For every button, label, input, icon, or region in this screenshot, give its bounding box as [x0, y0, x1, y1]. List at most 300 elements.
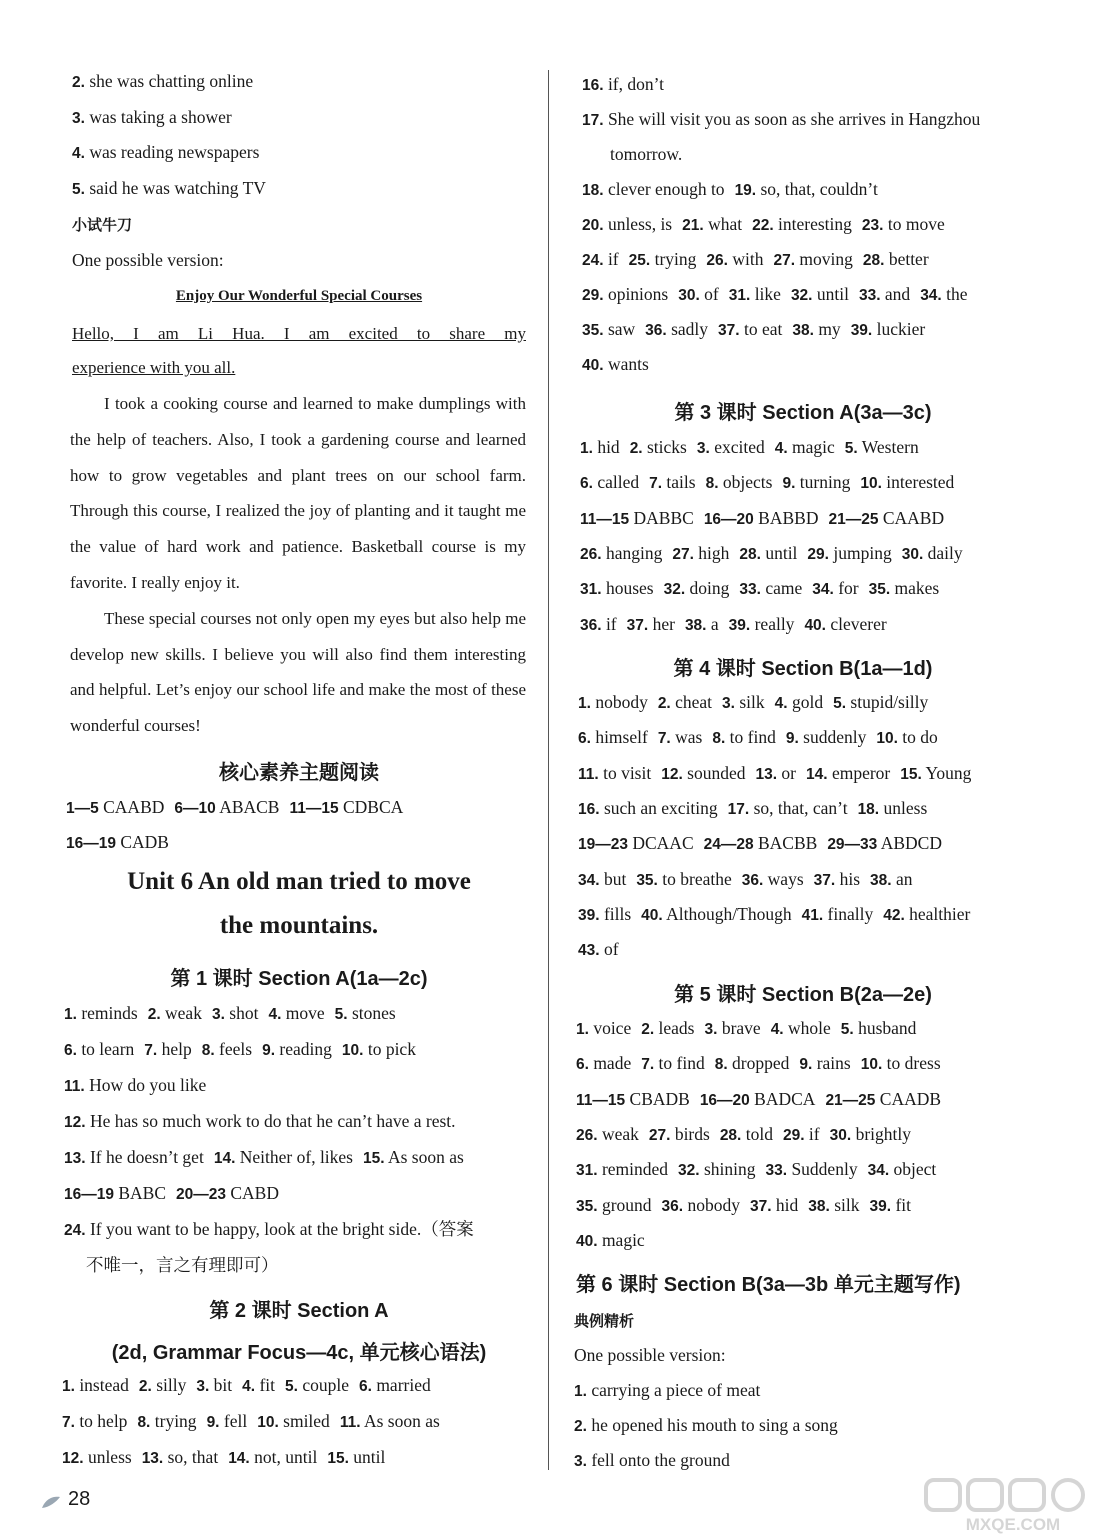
answer-number: 5.	[833, 695, 847, 712]
answer-number: 7.	[144, 1042, 158, 1059]
answer-item	[289, 797, 403, 817]
answer-text: not, until	[254, 1447, 318, 1467]
lesson1-heading: 第 1 课时 Section A(1a—2c)	[170, 968, 428, 990]
answer-text: silly	[156, 1375, 187, 1395]
answer-number: 40.	[576, 1232, 598, 1250]
answer-text: if	[808, 1123, 820, 1144]
essay-intro-line-1	[72, 323, 526, 345]
answer-text: CABD	[230, 1183, 279, 1203]
answer-line	[62, 1410, 440, 1434]
answer-item	[576, 1089, 690, 1109]
answer-number: 35.	[868, 581, 891, 599]
answer-text: couple	[302, 1375, 349, 1395]
answer-item	[139, 1375, 186, 1395]
answer-item	[808, 1195, 859, 1215]
answer-number: 32.	[678, 1162, 700, 1180]
answer-text: healthier	[909, 903, 971, 924]
answer-item	[148, 1003, 202, 1023]
answer-number: 16—20	[699, 1091, 750, 1109]
answer-number: 38.	[792, 322, 814, 339]
answer-number: 34.	[920, 287, 942, 304]
answer-text: trying	[654, 249, 697, 269]
essay-body	[70, 386, 526, 744]
answer-line	[576, 1123, 911, 1147]
answer-line	[580, 436, 919, 460]
answer-text: jumping	[833, 542, 892, 563]
answer-item	[62, 1411, 127, 1431]
answer-number: 14.	[228, 1450, 250, 1467]
answer-text: Neither of, likes	[239, 1147, 353, 1167]
dianli-label: 典例精析	[574, 1312, 635, 1330]
answer-number: 33.	[739, 581, 761, 599]
answer-item	[64, 1183, 166, 1203]
answer-number: 15.	[327, 1450, 349, 1467]
answer-number: 41.	[801, 906, 824, 924]
answer-item	[704, 833, 818, 853]
answer-item	[792, 319, 840, 339]
answer-number: 1—5	[66, 800, 99, 817]
answer-item	[64, 1147, 204, 1167]
answer-text: instead	[79, 1375, 129, 1395]
answer-number: 2.	[138, 1378, 152, 1395]
answer-number: 1.	[576, 1021, 589, 1038]
answer-number: 11.	[578, 765, 599, 783]
answer-number: 37.	[626, 616, 649, 634]
answer-item	[174, 797, 279, 817]
answer-text: an	[895, 868, 913, 889]
answer-number: 2.	[641, 1021, 655, 1038]
answer-text: until	[353, 1447, 386, 1467]
answer-line	[580, 471, 954, 495]
answer-text: BABC	[118, 1183, 167, 1203]
answer-item	[137, 1411, 196, 1431]
answer-number: 6.	[578, 730, 591, 748]
answer-item	[578, 763, 651, 783]
answer-text: cleverer	[830, 613, 887, 634]
answer-line	[580, 542, 963, 566]
answer-item	[627, 614, 675, 634]
lesson3-heading: 第 3 课时 Section A(3a—3c)	[674, 402, 932, 424]
answer-line	[578, 726, 938, 750]
answer-text: fills	[603, 903, 632, 924]
answer-item	[812, 578, 858, 598]
answer-text: hid	[597, 437, 620, 457]
answer-item	[833, 692, 928, 712]
answer-text: so, that, can’t	[753, 797, 848, 818]
answer-number: 27.	[672, 545, 694, 563]
answer-item	[576, 1159, 668, 1179]
answer-item	[863, 249, 929, 269]
answer-number: 1.	[64, 1006, 77, 1023]
answer-text: came	[765, 578, 803, 599]
answer-line	[578, 938, 619, 962]
answer-text: his	[839, 868, 861, 889]
answer-text: How do you like	[89, 1075, 207, 1095]
answer-text: Young	[925, 762, 972, 783]
answer-number: 3.	[211, 1006, 225, 1023]
answer-text: finally	[827, 903, 874, 924]
answer-text: CAABD	[103, 797, 165, 817]
answer-number: 4.	[268, 1006, 282, 1023]
answer-text: gold	[791, 692, 824, 712]
answer-number: 12.	[64, 1114, 86, 1131]
answer-number: 7.	[62, 1414, 75, 1431]
answer-item	[739, 543, 797, 563]
answer-text: move	[285, 1003, 325, 1023]
answer-text: the	[946, 284, 968, 304]
answer-text: BABBD	[758, 507, 819, 528]
answer-number: 37.	[749, 1197, 772, 1215]
answer-text: Western	[861, 437, 919, 457]
page-number: 28	[68, 1488, 91, 1510]
answer-item	[335, 1003, 396, 1023]
answer-item	[883, 904, 970, 924]
possible-version-label: One possible version:	[72, 250, 224, 270]
answer-text: bit	[213, 1375, 233, 1395]
answer-item	[576, 1230, 645, 1250]
answer-number: 22.	[752, 217, 774, 234]
answer-number: 34.	[812, 581, 834, 599]
answer-item	[285, 1375, 349, 1395]
answer-number: 21—25	[828, 510, 879, 528]
answer-item	[804, 614, 886, 634]
answer-number: 3.	[696, 440, 710, 457]
answer-text: As soon as	[387, 1147, 464, 1167]
unit-title-line-2: the mountains.	[219, 912, 379, 939]
answer-item	[830, 1124, 911, 1144]
answer-line	[64, 1074, 206, 1098]
answer-text: reminds	[81, 1003, 138, 1023]
answer-text: to breathe	[662, 868, 732, 889]
answer-item	[861, 1053, 941, 1073]
answer-item	[661, 763, 745, 783]
answer-number: 16.	[578, 800, 600, 818]
answer-text: BADCA	[754, 1088, 816, 1109]
answer-item	[578, 833, 694, 853]
answer-item	[678, 284, 719, 304]
answer-text: He has so much work to do that he can’t have a rest.	[89, 1111, 456, 1131]
answer-item	[902, 543, 963, 563]
answer-number: 28.	[719, 1126, 742, 1144]
answer-number: 2.	[72, 74, 85, 91]
answer-item	[860, 472, 954, 492]
answer-number: 29.	[782, 1126, 805, 1144]
answer-text: sticks	[647, 437, 687, 457]
answer-item	[649, 472, 695, 492]
answer-text: magic	[792, 437, 835, 457]
answer-number: 31.	[576, 1162, 598, 1180]
answer-line	[582, 248, 929, 272]
answer-item	[578, 798, 718, 818]
answer-line	[578, 903, 970, 927]
answer-number: 38.	[808, 1197, 830, 1215]
answer-text: makes	[894, 578, 940, 599]
answer-number: 24—28	[703, 836, 754, 854]
answer-item	[720, 1124, 773, 1144]
answer-item	[729, 614, 795, 634]
answer-item	[580, 472, 639, 492]
answer-number: 28.	[739, 545, 761, 563]
xiaoshi-label: 小试牛刀	[72, 216, 133, 234]
answer-item	[228, 1447, 317, 1467]
answer-number: 11—15	[289, 800, 339, 817]
answer-text: doing	[689, 578, 730, 599]
answer-item	[735, 179, 878, 199]
answer-number: 10.	[257, 1414, 279, 1431]
answer-number: 29.	[582, 287, 604, 304]
answer-text: and	[884, 284, 911, 304]
answer-item	[858, 798, 928, 818]
answer-text: objects	[722, 472, 773, 493]
answer-item	[706, 472, 773, 492]
watermark-logo	[918, 1476, 1108, 1534]
answer-item	[827, 833, 942, 853]
answer-item	[868, 1159, 937, 1179]
answer-number: 15.	[363, 1150, 385, 1167]
answer-number: 36.	[580, 616, 602, 634]
answer-item	[704, 508, 819, 528]
answer-number: 27.	[648, 1126, 671, 1144]
lesson2-heading-line-2: (2d, Grammar Focus—4c, 单元核心语法)	[111, 1342, 487, 1364]
answer-line	[64, 1110, 456, 1134]
answer-item	[64, 1219, 474, 1239]
answer-line	[582, 353, 649, 377]
answer-line	[64, 1254, 279, 1276]
answer-text: hanging	[605, 542, 663, 563]
answer-line	[578, 868, 912, 892]
answer-text: made	[593, 1053, 632, 1074]
lesson5-heading: 第 5 课时 Section B(2a—2e)	[674, 984, 932, 1006]
lesson2-heading-line-1: 第 2 课时 Section A	[209, 1300, 389, 1322]
answer-number: 40.	[582, 357, 604, 374]
answer-item	[578, 904, 631, 924]
answer-line	[578, 832, 942, 856]
answer-text: fit	[895, 1194, 911, 1215]
answer-item	[578, 692, 648, 712]
answer-item	[712, 727, 776, 747]
answer-text: really	[754, 613, 795, 634]
answer-number: 10.	[341, 1042, 364, 1059]
answer-item	[262, 1039, 332, 1059]
answer-number: 13.	[141, 1450, 164, 1467]
answer-text: nobody	[595, 692, 648, 712]
answer-number: 42.	[883, 906, 905, 924]
answer-line	[574, 1379, 760, 1403]
answer-text: ABDCD	[880, 833, 942, 854]
answer-number: 29—33	[827, 836, 878, 854]
answer-item	[658, 692, 712, 712]
answer-line	[578, 691, 928, 715]
answer-number: 11—15	[580, 510, 630, 528]
answer-text: carrying a piece of meat	[591, 1380, 761, 1400]
answer-number: 6—10	[174, 800, 216, 817]
answer-number: 43.	[578, 942, 600, 960]
answer-item	[359, 1375, 431, 1395]
essay-paragraph-2: These special courses not only open my eyes but also help me develop new skills. I believe you will also find them interesting and helpful. Let’s enjoy our school life and make the most of these wonderful courses!	[70, 608, 526, 736]
answer-item	[576, 1053, 631, 1073]
answer-item	[870, 1195, 912, 1215]
answer-line	[576, 1088, 941, 1112]
answer-item	[845, 437, 919, 457]
answer-item	[257, 1411, 330, 1431]
answer-item	[212, 1003, 259, 1023]
answer-number: 5.	[72, 181, 85, 199]
answer-text: She will visit you as soon as she arrives in Hangzhou	[607, 109, 981, 129]
answer-number: 2.	[657, 695, 671, 712]
answer-number: 30.	[678, 287, 700, 304]
answer-number: 39.	[850, 322, 873, 339]
answer-number: 24.	[64, 1222, 86, 1239]
answer-text: called	[597, 472, 640, 493]
answer-text: a	[710, 613, 719, 634]
answer-text: CBADB	[629, 1088, 690, 1109]
answer-number: 16—19	[66, 835, 116, 852]
possible-version-label-2: One possible version:	[574, 1345, 726, 1365]
column-divider	[548, 70, 549, 1470]
answer-text: hid	[775, 1194, 799, 1215]
answer-text: interested	[886, 472, 955, 493]
answer-number: 7.	[657, 730, 671, 748]
answer-item	[576, 1124, 639, 1144]
answer-item	[718, 319, 782, 339]
answer-item	[739, 578, 802, 598]
answer-text: but	[603, 868, 627, 889]
answer-number: 15.	[900, 765, 922, 783]
answer-number: 9.	[206, 1414, 220, 1431]
answer-item	[641, 904, 791, 924]
answer-number: 10.	[876, 730, 898, 748]
answer-text: silk	[834, 1194, 860, 1215]
answer-number: 1.	[62, 1378, 75, 1395]
answer-text: houses	[605, 578, 654, 599]
answer-item	[728, 798, 848, 818]
answer-text: silk	[739, 692, 765, 712]
answer-text: married	[376, 1375, 431, 1395]
answer-item	[851, 319, 926, 339]
answer-item	[862, 214, 945, 234]
answer-number: 26.	[576, 1126, 598, 1144]
answer-item	[582, 144, 682, 164]
answer-number: 2.	[629, 440, 643, 457]
answer-item	[176, 1183, 279, 1203]
answer-text: brave	[721, 1018, 761, 1038]
answer-number: 39.	[869, 1197, 892, 1215]
answer-line	[582, 108, 980, 132]
answer-text: stones	[351, 1003, 396, 1023]
answer-item	[580, 543, 662, 563]
answer-item	[664, 578, 730, 598]
answer-text: if	[607, 249, 619, 269]
answer-text: wants	[607, 354, 649, 374]
answer-number: 20—23	[176, 1186, 226, 1203]
answer-item	[62, 1447, 132, 1467]
answer-number: 1.	[574, 1383, 587, 1400]
answer-text: weak	[601, 1123, 639, 1144]
answer-item	[775, 437, 835, 457]
answer-text: high	[698, 542, 730, 563]
answer-number: 1.	[580, 440, 593, 457]
answer-item	[144, 1039, 191, 1059]
answer-text: opinions	[607, 284, 669, 304]
answer-text: husband	[858, 1018, 917, 1038]
answer-item	[859, 284, 910, 304]
answer-item	[658, 727, 703, 747]
answer-item	[766, 1159, 858, 1179]
answer-item	[196, 1375, 232, 1395]
answer-line	[578, 762, 971, 786]
answer-number: 1.	[578, 695, 591, 712]
answer-item	[645, 319, 708, 339]
answer-line	[62, 1446, 385, 1470]
answer-text: ground	[601, 1194, 652, 1215]
answer-number: 32.	[790, 287, 813, 304]
answer-line	[66, 831, 169, 855]
answer-text: was taking a shower	[84, 106, 232, 127]
answer-number: 36.	[741, 871, 764, 889]
answer-number: 6.	[580, 475, 593, 493]
answer-text: 不唯一，言之有理即可）	[86, 1255, 279, 1275]
answer-item	[142, 1447, 219, 1467]
answer-line	[62, 1374, 431, 1398]
answer-item	[578, 727, 648, 747]
answer-text: CDBCA	[343, 797, 404, 817]
answer-item	[649, 1124, 710, 1144]
answer-text: If he doesn’t get	[89, 1147, 204, 1167]
answer-line	[574, 1414, 838, 1438]
answer-number: 5.	[334, 1006, 348, 1023]
answer-text: help	[161, 1039, 192, 1059]
answer-text: her	[652, 613, 675, 634]
answer-number: 11.	[64, 1078, 85, 1095]
answer-text: daily	[927, 542, 963, 563]
answer-text: was	[675, 727, 703, 748]
answer-item	[782, 472, 850, 492]
answer-text: Suddenly	[791, 1159, 858, 1180]
essay-intro-text-1: Hello, I am Li Hua. I am excited to share my	[72, 324, 526, 343]
answer-item	[580, 437, 620, 457]
answer-number: 40.	[641, 906, 663, 924]
answer-text: luckier	[876, 319, 926, 339]
answer-line	[582, 213, 945, 237]
answer-text: voice	[593, 1018, 632, 1038]
answer-number: 8.	[201, 1042, 215, 1059]
answer-item	[202, 1039, 252, 1059]
answer-item	[802, 904, 874, 924]
answer-number: 8.	[137, 1414, 151, 1431]
answer-text: to find	[658, 1053, 705, 1074]
answer-number: 26.	[706, 252, 728, 269]
answer-number: 2.	[147, 1006, 161, 1023]
answer-item	[64, 1003, 138, 1023]
answer-item	[574, 1380, 760, 1400]
answer-item	[582, 249, 619, 269]
answer-item	[636, 869, 731, 889]
answer-number: 19—23	[578, 836, 628, 854]
answer-number: 12.	[62, 1450, 84, 1467]
answer-text: object	[893, 1159, 937, 1180]
answer-text: to learn	[81, 1039, 135, 1059]
answer-item	[870, 869, 912, 889]
answer-number: 10.	[860, 1056, 883, 1074]
answer-number: 4.	[774, 440, 788, 457]
answer-text: shot	[229, 1003, 259, 1023]
answer-text: moving	[799, 249, 853, 269]
answer-number: 40.	[804, 616, 826, 634]
answer-item	[920, 284, 967, 304]
answer-text: excited	[714, 437, 765, 457]
answer-line	[64, 1038, 416, 1062]
answer-number: 21—25	[825, 1091, 876, 1109]
